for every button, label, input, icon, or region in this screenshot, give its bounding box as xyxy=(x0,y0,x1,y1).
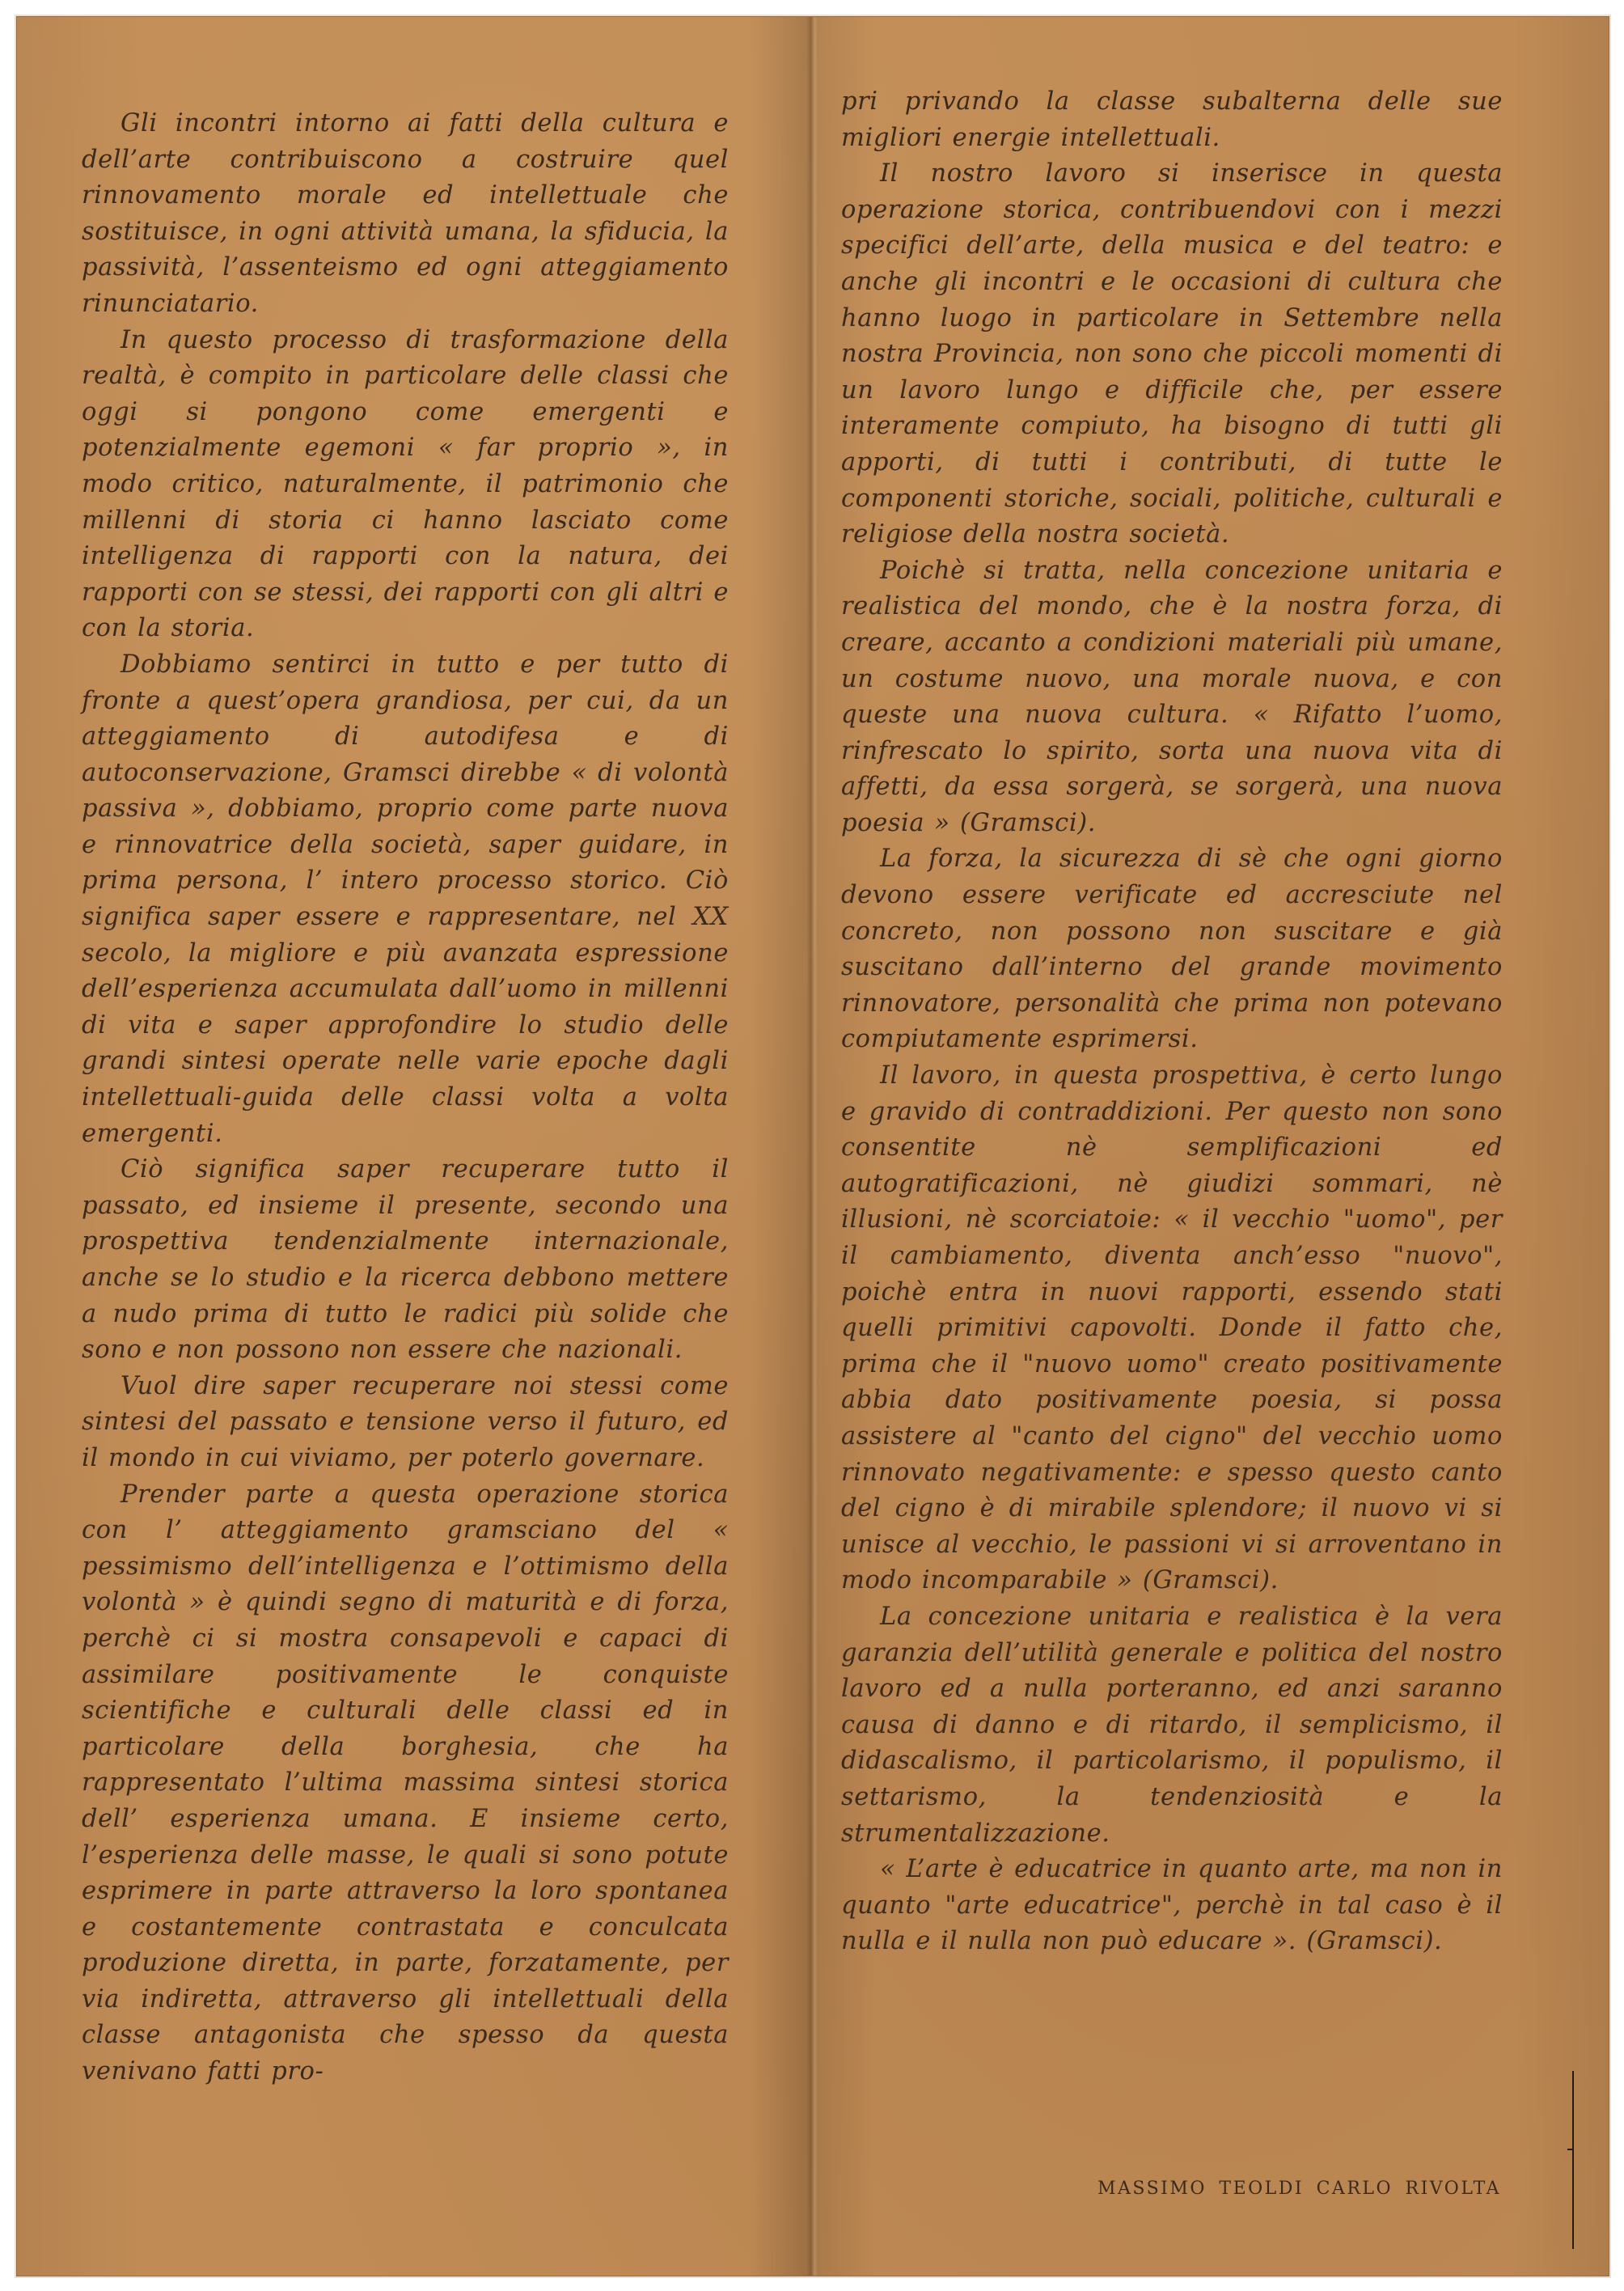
paragraph-continuation: pri privando la classe subalterna delle sue migliori energie intellettuali. xyxy=(841,87,1503,152)
edge-crop-mark xyxy=(1572,2071,1579,2249)
right-page-column xyxy=(841,84,1503,1960)
paragraph: La concezione unitaria e realistica è la vera garanzia dell’utilità generale e politica del nostro lavoro ed a nulla porteranno, ed anzi saranno causa di danno e di ritardo, il semplicismo, il didascalismo, il particolarismo, il populismo, il settarismo, la tendenziosità e la strumentalizzazione. xyxy=(841,1602,1503,1848)
paragraph: Il lavoro, in questa prospettiva, è certo lungo e gravido di contraddizioni. Per questo non sono consentite nè semplificazioni ed autogratificazioni, nè giudizi sommari, nè illusioni, nè scorciatoie: « il vecchio "uomo", per il cambiamento, diventa anch’esso "nuovo", poichè entra in nuovi rapporti, essendo stati quelli primitivi capovolti. Donde il fatto che, prima che il "nuovo uomo" creato positivamente abbia dato positivamente poesia, si possa assistere al "canto del cigno" del vecchio uomo rinnovato negativamente: e spesso questo canto del cigno è di mirabile splendore; il nuovo vi si unisce al vecchio, le passioni vi si arroventano in modo incomparabile » (Gramsci). xyxy=(841,1061,1503,1595)
paragraph: In questo processo di trasformazione della realtà, è compito in particolare delle classi che oggi si pongono come emergenti e potenzialmente egemoni « far proprio », in modo critico, naturalmente, il patrimonio che millenni di storia ci hanno lasciato come intelligenza di rapporti con la natura, dei rapporti con se stessi, dei rapporti con gli altri e con la storia. xyxy=(82,325,729,643)
paragraph: La forza, la sicurezza di sè che ogni giorno devono essere verificate ed accresciute nel concreto, non possono non suscitare e già suscitano dall’interno del grande movimento rinnovatore, personalità che prima non potevano compiutamente esprimersi. xyxy=(841,845,1503,1054)
paragraph: Poichè si tratta, nella concezione unitaria e realistica del mondo, che è la nostra forza, di creare, accanto a condizioni materiali più umane, un costume nuovo, una morale nuova, e con queste una nuova cultura. « Rifatto l’uomo, rinfrescato lo spirito, sorta una nuova vita di affetti, da essa sorgerà, se sorgerà, una nuova poesia » (Gramsci). xyxy=(841,556,1503,837)
left-page-column xyxy=(82,106,729,2090)
paragraph: Prender parte a questa operazione storica con l’ atteggiamento gramsciano del « pessimismo dell’intelligenza e l’ottimismo della volontà » è quindi segno di maturità e di forza, perchè ci si mostra consapevoli e capaci di assimilare positivamente le conquiste scientifiche e culturali delle classi ed in particolare della borghesia, che ha rappresentato l’ultima massima sintesi storica dell’ esperienza umana. E insieme certo, l’esperienza delle masse, le quali si sono potute esprimere in parte attraverso la loro spontanea e costantemente contrastata e conculcata produzione diretta, in parte, forzatamente, per via indiretta, attraverso gli intellettuali della classe antagonista che spesso da questa venivano fatti pro- xyxy=(82,1480,729,2086)
paragraph: Dobbiamo sentirci in tutto e per tutto di fronte a quest’opera grandiosa, per cui, da un atteggiamento di autodifesa e di autoconservazione, Gramsci direbbe « di volontà passiva », dobbiamo, proprio come parte nuova e rinnovatrice della società, saper guidare, in prima persona, l’ intero processo storico. Ciò significa saper essere e rappresentare, nel XX secolo, la migliore e più avanzata espressione dell’esperienza accumulata dall’uomo in millenni di vita e saper approfondire lo studio delle grandi sintesi operate nelle varie epoche dagli intellettuali-guida delle classi volta a volta emergenti. xyxy=(82,650,729,1148)
paragraph: Vuol dire saper recuperare noi stessi come sintesi del passato e tensione verso il futuro, ed il mondo in cui viviamo, per poterlo governare. xyxy=(82,1371,729,1472)
paragraph: Il nostro lavoro si inserisce in questa operazione storica, contribuendovi con i mezzi specifici dell’arte, della musica e del teatro: e anche gli incontri e le occasioni di cultura che hanno luogo in particolare in Settembre nella nostra Provincia, non sono che piccoli momenti di un lavoro lungo e difficile che, per essere interamente compiuto, ha bisogno di tutti gli apporti, di tutti i contributi, di tutte le componenti storiche, sociali, politiche, culturali e religiose della nostra società. xyxy=(841,159,1503,549)
paragraph: Gli incontri intorno ai fatti della cultura e dell’arte contribuiscono a costruire quel rinnovamento morale ed intellettuale che sostituisce, in ogni attività umana, la sfiducia, la passività, l’assenteismo ed ogni atteggiamento rinunciatario. xyxy=(82,109,729,318)
paragraph: Ciò significa saper recuperare tutto il passato, ed insieme il presente, secondo una prospettiva tendenzialmente internazionale, anche se lo studio e la ricerca debbono mettere a nudo prima di tutto le radici più solide che sono e non possono non essere che nazionali. xyxy=(82,1155,729,1365)
center-fold xyxy=(807,17,818,2276)
paragraph: « L’arte è educatrice in quanto arte, ma non in quanto "arte educatrice", perchè in tal caso è il nulla e il nulla non può educare ». (Gramsci). xyxy=(841,1855,1503,1956)
author-signature: MASSIMO TEOLDI CARLO RIVOLTA xyxy=(1097,2179,1501,2199)
